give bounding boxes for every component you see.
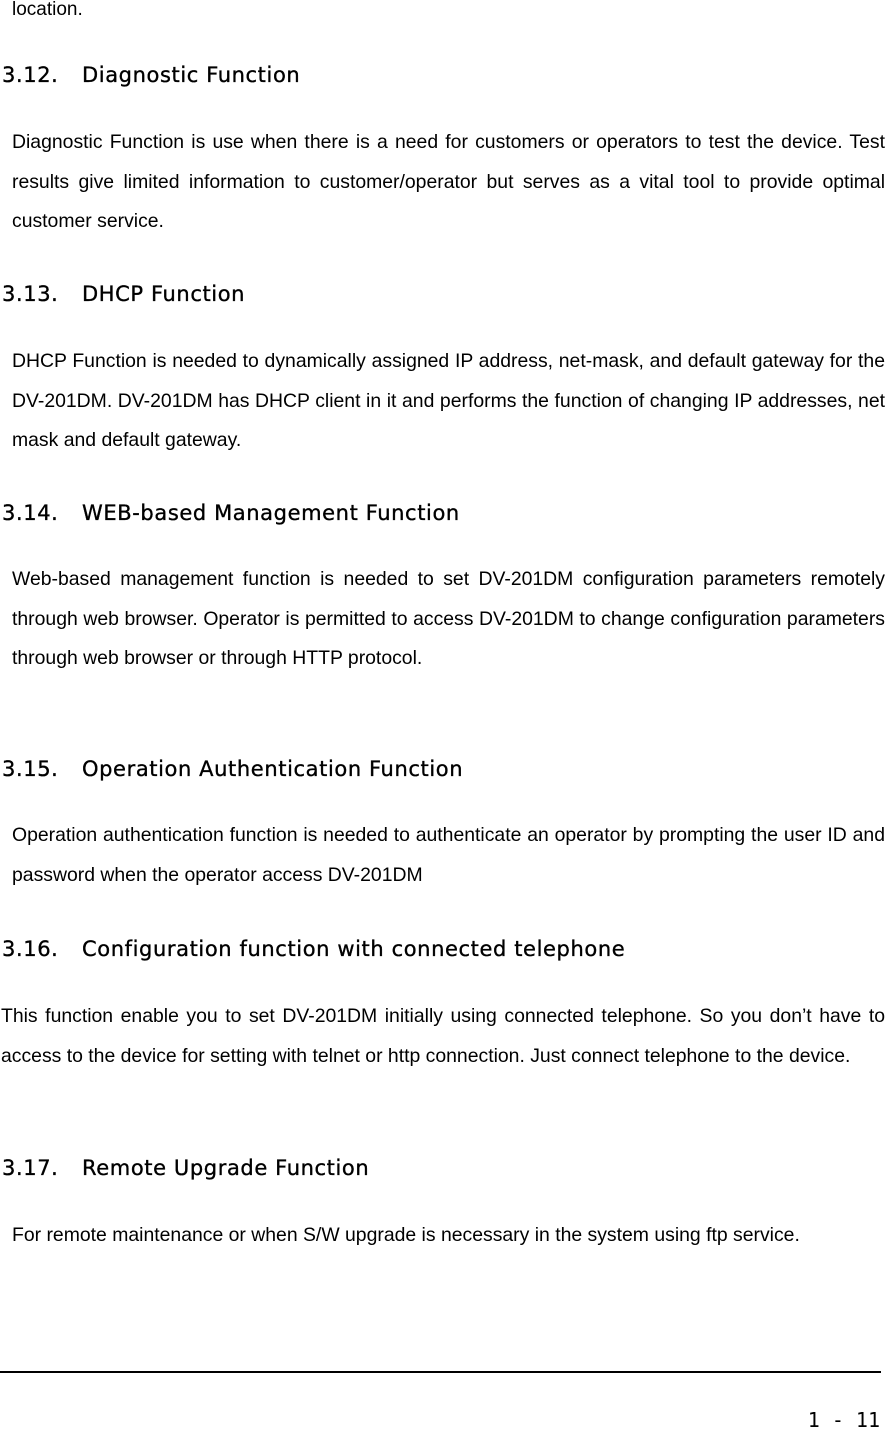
section-number: 3.16. xyxy=(2,937,59,961)
section-title: Remote Upgrade Function xyxy=(82,1156,370,1180)
section-body-web-management: Web-based management function is needed to set DV-201DM configuration parameters remotely through web browser. Operator is permitted to access DV-201DM to change configuration parameters through web browser or through HTTP protocol. xyxy=(12,568,885,670)
section-title: Configuration function with connected telephone xyxy=(82,937,626,961)
section-heading-diagnostic xyxy=(2,61,300,89)
section-body-dhcp: DHCP Function is needed to dynamically assigned IP address, net-mask, and default gateway for the DV-201DM. DV-201DM has DHCP client in it and performs the function of changing IP addresses, net mask and default gateway. xyxy=(12,350,885,452)
section-body-diagnostic: Diagnostic Function is use when there is a need for customers or operators to test the device. Test results give limited information to customer/operator but serves as a vital tool to provide optimal customer service. xyxy=(12,131,885,233)
section-title: DHCP Function xyxy=(82,282,246,306)
section-heading-web-management xyxy=(2,499,460,527)
section-heading-remote-upgrade xyxy=(2,1154,369,1182)
section-number: 3.17. xyxy=(2,1156,59,1180)
section-heading-dhcp xyxy=(2,280,245,308)
section-heading-telephone-config xyxy=(2,935,625,963)
section-body-telephone-config: This function enable you to set DV-201DM initially using connected telephone. So you don’t have to access to the device for setting with telnet or http connection. Just connect telephone to the device. xyxy=(1,1005,885,1067)
page-number: 1 - 11 xyxy=(807,1408,880,1432)
section-number: 3.15. xyxy=(2,757,59,781)
section-number: 3.13. xyxy=(2,282,59,306)
continued-text: location. xyxy=(12,0,83,20)
section-title: Operation Authentication Function xyxy=(82,757,464,781)
section-title: WEB-based Management Function xyxy=(82,501,460,525)
section-body-authentication: Operation authentication function is needed to authenticate an operator by prompting the user ID and password when the operator access DV-201DM xyxy=(12,824,885,886)
section-number: 3.12. xyxy=(2,63,59,87)
section-number: 3.14. xyxy=(2,501,59,525)
footer-divider xyxy=(0,1371,881,1373)
section-title: Diagnostic Function xyxy=(82,63,301,87)
section-body-remote-upgrade: For remote maintenance or when S/W upgrade is necessary in the system using ftp service. xyxy=(12,1224,800,1246)
section-heading-authentication xyxy=(2,755,463,783)
